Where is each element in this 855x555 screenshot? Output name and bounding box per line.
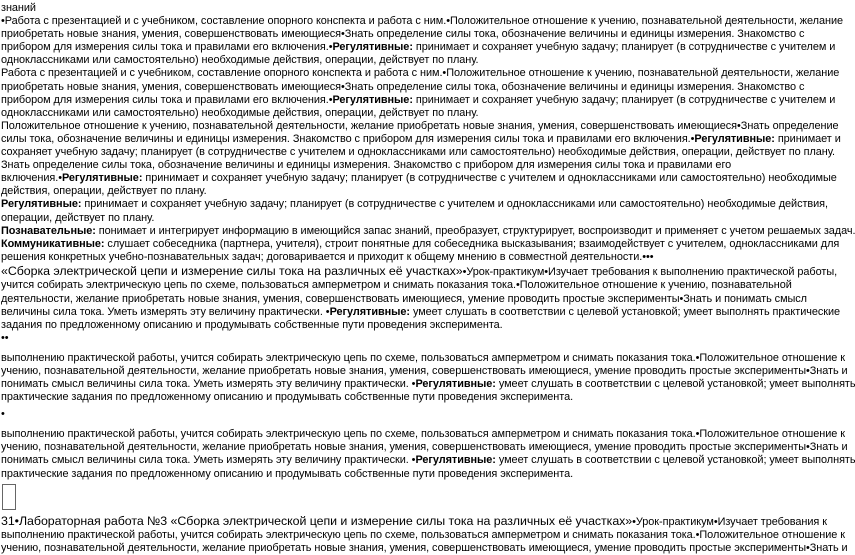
text-span: принимает и сохраняет учебную задачу; планирует (в сотрудничестве с учителем и одноклассниками или самостоятельно) необходимые действия, (81, 198, 829, 211)
paragraph-3 (1, 119, 841, 199)
bullet-mark: • (1, 408, 5, 421)
text-line: выполнению практической работы, учится собирать электрическую цепь по схеме, пользоваться амперметром и снимать показания тока.•Положительное отношение к (1, 428, 845, 441)
text-line (1, 305, 841, 319)
paragraph-4 (1, 198, 829, 224)
text-line: Знать определение силы тока, обозначение величины и единицы измерения. Знакомство с прибором для измерения силы тока и правилами его (1, 159, 732, 172)
text-line (1, 41, 836, 54)
bullet-marks: •• (1, 331, 9, 344)
text-line: Работа с презентацией и с учебником, составление опорного конспекта и работа с ним.•Положительное отношение к учению, познавательной деятельности, желание (1, 67, 840, 80)
text-line (1, 224, 855, 238)
paragraph-1 (1, 15, 843, 67)
text-line: приобретать новые знания, умения, совершенствовать имеющиеся•Знать определение силы тока, обозначение величины и единицы измерения. Знакомство с (1, 28, 805, 41)
text-line: выполнению практической работы, учится собирать электрическую цепь по схеме, пользоваться амперметром и снимать показания тока.•Положительное отношение к (1, 529, 845, 542)
text-span: принимает и сохраняет учебную задачу; планирует (в сотрудничестве с учителем и (412, 41, 836, 54)
lab-title: 31•Лабораторная работа №3 «Сборка электрической цепи и измерение силы тока на различных её участках» (1, 513, 633, 528)
text-line (1, 93, 836, 107)
text-line (1, 378, 855, 391)
paragraph-7 (1, 263, 841, 332)
text-line (1, 263, 838, 280)
text-span: величины сила тока. Уметь измерять эту величину практически. • (1, 305, 330, 318)
text-line: практические задания по предложенному описанию и продумывать собственные пути проведения эксперимента. (1, 391, 574, 404)
text-line: учению, познавательной деятельности, желание приобретать новые знания, умения, совершенствовать имеющиеся, умение проводить простые эксперименты•Знать и (1, 364, 848, 377)
text-line: одноклассниками или самостоятельно) необходимые действия, операции, действует по плану. (1, 54, 479, 67)
regulative-label: Регулятивные: (694, 132, 775, 145)
text-line (1, 172, 837, 185)
text-span: силы тока, обозначение величины и единицы измерения. Знакомство с прибором для измерения силы тока и правилами его включения.• (1, 132, 695, 145)
text-span: умеет слушать в соответствии с целевой установкой; умеет выполнять (495, 454, 855, 467)
text-line: приобретать новые знания, умения, совершенствовать имеющиеся•Знать определение силы тока, обозначение величины и единицы измерения. Знакомство с (1, 80, 805, 93)
text-span: слушает собеседника (партнера, учителя), строит понятные для собеседника высказывания; взаимодействует с учителем, одноклассниками для (104, 237, 840, 250)
text-span: прибором для измерения силы тока и правилами его включения.• (1, 41, 333, 54)
text-line: учится собирать электрическую цепь по схеме, пользоваться амперметром и снимать показания тока.•Положительное отношение к учению, познавательной (1, 279, 792, 292)
text-span: включения.• (1, 172, 62, 185)
lab-title: «Сборка электрической цепи и измерение силы тока на различных её участках» (1, 263, 463, 278)
text-span: прибором для измерения силы тока и правилами его включения.• (1, 93, 333, 106)
text-line: знаний (1, 2, 36, 14)
text-line: одноклассниками или самостоятельно) необходимые действия, операции, действует по плану. (1, 106, 479, 119)
text-span: понимать смысл величины сила тока. Уметь измерять эту величину практически. • (1, 454, 416, 467)
regulative-label: Регулятивные: (415, 454, 496, 467)
text-line: сохраняет учебную задачу; планирует (в сотрудничестве с учителем и одноклассниками или самостоятельно) необходимые действия, операции, действует по плану. (1, 146, 836, 159)
regulative-label: Регулятивные: (1, 198, 82, 211)
text-span: •Урок-практикум•Изучает требования к (632, 515, 827, 528)
communicative-label: Коммуникативные: (1, 237, 105, 250)
regulative-label: Регулятивные: (332, 93, 413, 106)
text-span: умеет слушать в соответствии с целевой установкой; умеет выполнять практические (409, 305, 841, 318)
text-line: Положительное отношение к учению, познавательной деятельности, желание приобретать новые знания, умения, совершенствовать имеющиеся•Знать определение (1, 119, 839, 132)
text-line (1, 237, 840, 251)
cognitive-label: Познавательные: (1, 224, 96, 237)
text-line: деятельности, желание приобретать новые знания, умения, совершенствовать имеющиеся, умение проводить простые эксперименты•Знать и понимать смысл (1, 292, 807, 305)
paragraph-8 (1, 351, 855, 404)
text-line (1, 513, 827, 530)
paragraph-2 (1, 67, 840, 119)
text-span: понимает и интегрирует информацию в имеющийся запас знаний, преобразует, структурирует, воспроизводит и применяет с учетом решаемых задач. (95, 224, 855, 237)
text-span: •Урок-практикум•Изучает требования к выполнению практической работы, (462, 265, 838, 278)
text-span: принимает и сохраняет учебную задачу; планирует (в сотрудничестве с учителем и (412, 93, 836, 106)
text-span: принимает и (774, 132, 841, 145)
paragraph-10 (1, 513, 848, 555)
text-span: понимать смысл величины сила тока. Уметь измерять эту величину практически. • (1, 378, 416, 391)
text-span: принимает и сохраняет учебную задачу; планирует (в сотрудничестве с учителем и одноклассниками или самостоятельно) необходимые (142, 172, 837, 185)
regulative-label: Регулятивные: (332, 41, 413, 54)
regulative-label: Регулятивные: (61, 172, 143, 185)
text-line (1, 454, 855, 467)
empty-box (2, 484, 16, 510)
text-line: учению, познавательной деятельности, желание приобретать новые знания, умения, совершенствовать имеющиеся, умение проводить простые эксперименты•Знать и (1, 542, 848, 555)
text-line: •Работа с презентацией и с учебником, составление опорного конспекта и работа с ним.•Положительное отношение к учению, познавательной деятельности, желание (1, 15, 843, 28)
text-line: учению, познавательной деятельности, желание приобретать новые знания, умения, совершенствовать имеющиеся, умение проводить простые эксперименты•Знать и (1, 441, 848, 454)
regulative-label: Регулятивные: (329, 305, 410, 318)
paragraph-9 (1, 428, 855, 480)
text-span: умеет слушать в соответствии с целевой установкой; умеет выполнять (495, 378, 855, 391)
paragraph-6 (1, 237, 840, 264)
text-line: действия, операции, действует по плану. (1, 185, 207, 198)
text-line: задания по предложенному описанию и продумывать собственные пути проведения эксперимента. (1, 318, 503, 331)
text-line (1, 198, 829, 211)
text-line: решения конкретных учебно-познавательных задач; договаривается и приходит к общему мнению в совместной деятельности.••• (1, 250, 654, 263)
text-line: выполнению практической работы, учится собирать электрическую цепь по схеме, пользоваться амперметром и снимать показания тока.•Положительное отношение к (1, 351, 845, 364)
paragraph-5 (1, 224, 855, 238)
regulative-label: Регулятивные: (415, 378, 496, 391)
text-line: практические задания по предложенному описанию и продумывать собственные пути проведения эксперимента. (1, 467, 574, 480)
text-line: операции, действует по плану. (1, 211, 155, 224)
text-line (1, 132, 841, 146)
